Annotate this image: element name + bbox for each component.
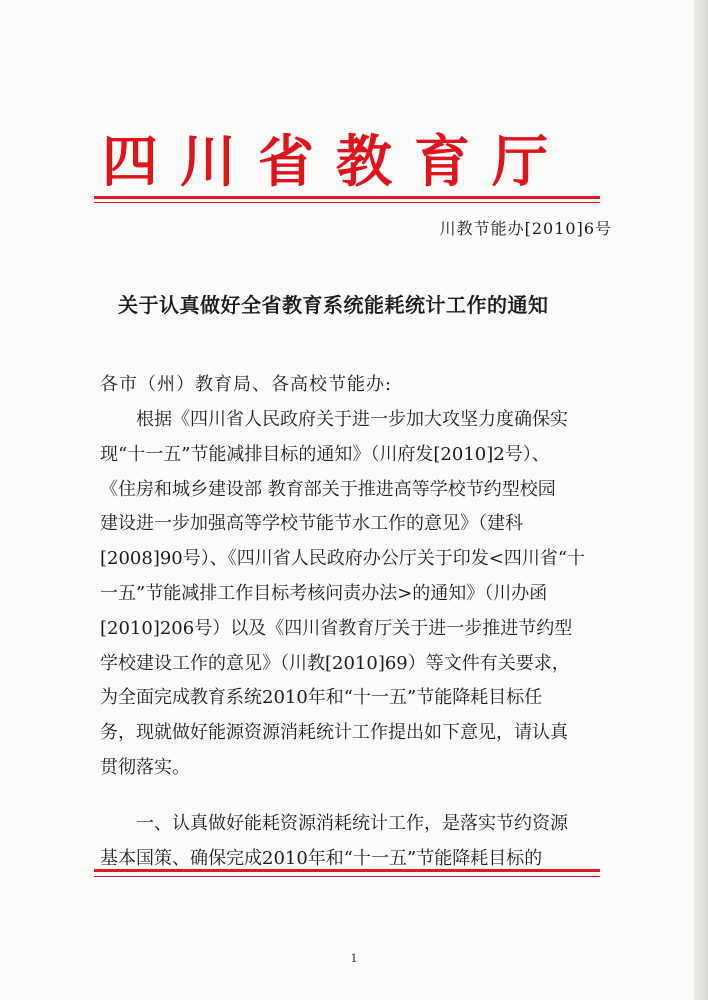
page-edge-shadow — [694, 0, 708, 1000]
text-line: [2008]90号）、《四川省人民政府办公厅关于印发<四川省“十 — [100, 548, 586, 570]
body-paragraph-2 — [100, 807, 600, 877]
document-number: 川教节能办[2010]6号 — [439, 219, 612, 238]
text-line: 学校建设工作的意见》（川教[2010]69）等文件有关要求， — [100, 652, 570, 674]
text-line: 基本国策、确保完成2010年和“十一五”节能降耗目标的 — [100, 847, 543, 869]
letterhead-rule-thick — [94, 196, 600, 199]
page-number: 1 — [350, 952, 358, 965]
text-line: [2010]206号）以及《四川省教育厅关于进一步推进节约型 — [100, 617, 573, 639]
letterhead-title: 四川省教育厅 — [102, 129, 570, 195]
document-title: 关于认真做好全省教育系统能耗统计工作的通知 — [118, 293, 549, 317]
text-line: 现“十一五”节能减排目标的通知》（川府发[2010]2号）、 — [100, 443, 550, 465]
text-line: 建设进一步加强高等学校节能节水工作的意见》（建科 — [100, 513, 523, 535]
footer-rule-thick — [94, 869, 600, 872]
text-line: 一、认真做好能耗资源消耗统计工作，是落实节约资源 — [136, 813, 568, 834]
footer-rule-thin — [94, 876, 600, 877]
text-line: 一五”节能减排工作目标考核问责办法>的通知》（川办函 — [100, 582, 548, 604]
body-paragraph-1 — [100, 403, 600, 786]
text-line: 贯彻落实。 — [100, 756, 190, 778]
addressee-line: 各市（州）教育局、各高校节能办: — [100, 374, 393, 395]
text-line: 务，现就做好能源资源消耗统计工作提出如下意见，请认真 — [100, 722, 568, 744]
text-line: 《住房和城乡建设部 教育部关于推进高等学校节约型校园 — [100, 478, 556, 500]
text-line: 为全面完成教育系统2010年和“十一五”节能降耗目标任 — [100, 687, 543, 709]
letterhead-rule-thin — [94, 202, 600, 203]
text-line: 根据《四川省人民政府关于进一步加大攻坚力度确保实 — [136, 409, 568, 430]
